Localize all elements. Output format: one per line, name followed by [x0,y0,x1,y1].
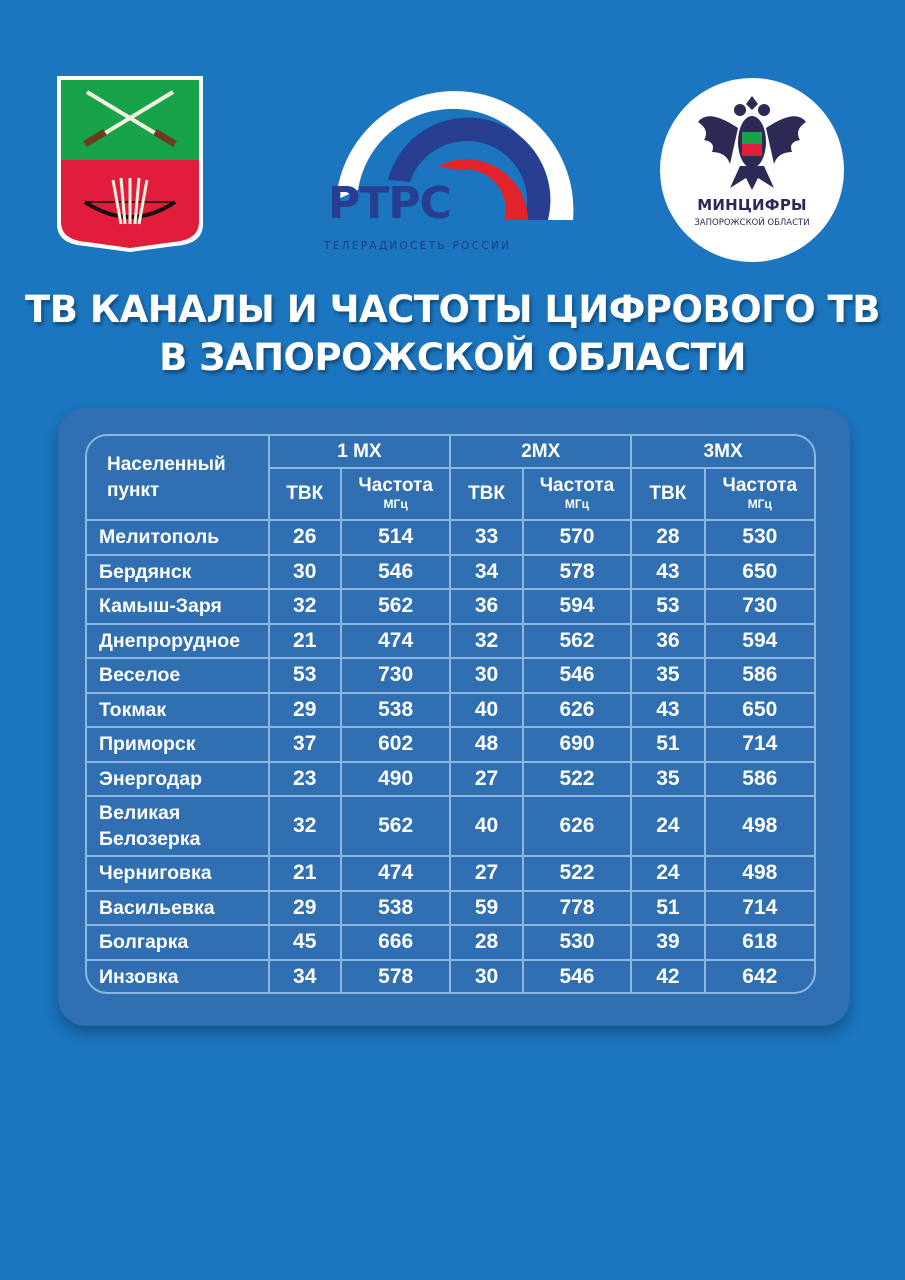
mux-3-tvk-cell: 51 [631,727,704,762]
mux-2-tvk-cell: 30 [450,658,522,693]
table-row [87,624,814,659]
mux-2-tvk-cell: 33 [450,520,522,555]
mux-3-frequency-cell: 650 [705,555,814,590]
mux-2-tvk-cell: 27 [450,762,522,797]
rtrs-logo-subtitle: ТЕЛЕРАДИОСЕТЬ РОССИИ [324,240,512,252]
place-cell: Днепрорудное [87,624,269,659]
mux-3-frequency-cell: 650 [705,693,814,728]
place-cell: Васильевка [87,891,269,926]
place-cell: Болгарка [87,925,269,960]
mux-3-tvk-cell: 43 [631,555,704,590]
mux-1-frequency-cell: 562 [341,589,450,624]
place-cell: Приморск [87,727,269,762]
mux-1-tvk-cell: 32 [269,589,341,624]
frequency-table [87,436,814,994]
mux-1-frequency-cell: 666 [341,925,450,960]
mux-2-frequency-cell: 546 [523,960,631,995]
mux-2-frequency-cell: 594 [523,589,631,624]
mux-3-frequency-cell: 642 [705,960,814,995]
table-row [87,796,814,856]
table-row [87,727,814,762]
mux-3-tvk-cell: 39 [631,925,704,960]
mux-2-tvk-cell: 40 [450,693,522,728]
mux-1-frequency-cell: 602 [341,727,450,762]
mux-1-frequency-cell: 474 [341,624,450,659]
place-column-header: Населенный пункт [87,436,269,520]
mux-3-tvk-cell: 24 [631,856,704,891]
mux-2-tvk-cell: 28 [450,925,522,960]
place-cell: Энергодар [87,762,269,797]
mux-1-tvk-cell: 32 [269,796,341,856]
frequency-header-unit: МГц [747,497,772,511]
table-row [87,762,814,797]
mux-3-frequency-cell: 498 [705,856,814,891]
table-row [87,693,814,728]
mux-3-header: 3МХ [631,436,814,468]
tvk-column-header: ТВК [631,468,704,520]
mux-2-frequency-cell: 570 [523,520,631,555]
mux-3-tvk-cell: 43 [631,693,704,728]
mux-3-tvk-cell: 36 [631,624,704,659]
mux-3-tvk-cell: 42 [631,960,704,995]
mux-1-tvk-cell: 53 [269,658,341,693]
mux-2-frequency-cell: 522 [523,762,631,797]
mux-3-frequency-cell: 586 [705,762,814,797]
mux-2-tvk-cell: 30 [450,960,522,995]
mux-1-tvk-cell: 29 [269,891,341,926]
place-cell: Бердянск [87,555,269,590]
mux-3-tvk-cell: 51 [631,891,704,926]
mux-2-frequency-cell: 578 [523,555,631,590]
mux-3-frequency-cell: 618 [705,925,814,960]
place-cell: Великая Белозерка [87,796,269,856]
mux-3-frequency-cell: 730 [705,589,814,624]
table-row [87,589,814,624]
mux-1-frequency-cell: 578 [341,960,450,995]
frequency-header-label: Частота [358,475,433,496]
mux-3-frequency-cell: 586 [705,658,814,693]
mux-2-tvk-cell: 48 [450,727,522,762]
mux-3-tvk-cell: 53 [631,589,704,624]
mux-1-tvk-cell: 21 [269,624,341,659]
mux-3-tvk-cell: 35 [631,658,704,693]
mux-3-frequency-cell: 530 [705,520,814,555]
mux-3-tvk-cell: 24 [631,796,704,856]
table-row [87,856,814,891]
frequency-column-header [523,468,631,520]
mux-1-frequency-cell: 538 [341,693,450,728]
mux-2-frequency-cell: 562 [523,624,631,659]
mux-1-frequency-cell: 546 [341,555,450,590]
mux-1-tvk-cell: 23 [269,762,341,797]
frequency-header-label: Частота [722,475,798,496]
mux-3-frequency-cell: 498 [705,796,814,856]
page-title [0,286,905,382]
table-row [87,891,814,926]
place-cell: Веселое [87,658,269,693]
ministry-logo-subtitle: ЗАПОРОЖСКОЙ ОБЛАСТИ [694,218,810,228]
mux-2-header: 2МХ [450,436,631,468]
mux-2-tvk-cell: 36 [450,589,522,624]
mux-1-frequency-cell: 538 [341,891,450,926]
mux-1-frequency-cell: 730 [341,658,450,693]
zaporozhye-coat-of-arms-logo [55,74,205,254]
table-row [87,520,814,555]
table-row [87,925,814,960]
mux-1-frequency-cell: 562 [341,796,450,856]
tvk-column-header: ТВК [450,468,522,520]
mux-2-frequency-cell: 522 [523,856,631,891]
mux-1-tvk-cell: 29 [269,693,341,728]
place-cell: Инзовка [87,960,269,995]
mux-2-frequency-cell: 626 [523,796,631,856]
frequency-column-header [705,468,814,520]
mux-2-tvk-cell: 34 [450,555,522,590]
mux-1-tvk-cell: 45 [269,925,341,960]
mux-1-header: 1 МХ [269,436,451,468]
place-cell: Черниговка [87,856,269,891]
table-row [87,658,814,693]
mux-1-tvk-cell: 34 [269,960,341,995]
mux-2-frequency-cell: 546 [523,658,631,693]
mux-1-tvk-cell: 26 [269,520,341,555]
mux-1-tvk-cell: 30 [269,555,341,590]
ministry-digital-logo [660,78,844,262]
mux-2-frequency-cell: 690 [523,727,631,762]
mux-2-frequency-cell: 778 [523,891,631,926]
mux-2-tvk-cell: 27 [450,856,522,891]
mux-1-tvk-cell: 21 [269,856,341,891]
mux-2-tvk-cell: 59 [450,891,522,926]
frequency-header-unit: МГц [564,497,590,511]
mux-3-frequency-cell: 714 [705,727,814,762]
place-cell: Камыш-Заря [87,589,269,624]
mux-1-frequency-cell: 474 [341,856,450,891]
frequency-header-unit: МГц [383,497,408,511]
rtrs-logo-text: РТРС [328,178,451,229]
page-title-line-2: В ЗАПОРОЖСКОЙ ОБЛАСТИ [159,336,746,379]
frequency-header-label: Частота [539,475,615,496]
place-cell: Токмак [87,693,269,728]
mux-2-frequency-cell: 626 [523,693,631,728]
page-title-line-1: ТВ КАНАЛЫ И ЧАСТОТЫ ЦИФРОВОГО ТВ [25,288,880,331]
rtrs-logo [318,70,583,265]
mux-2-frequency-cell: 530 [523,925,631,960]
table-row [87,960,814,995]
mux-1-frequency-cell: 490 [341,762,450,797]
mux-3-frequency-cell: 714 [705,891,814,926]
mux-3-frequency-cell: 594 [705,624,814,659]
mux-2-tvk-cell: 40 [450,796,522,856]
mux-3-tvk-cell: 28 [631,520,704,555]
ministry-logo-title: МИНЦИФРЫ [697,196,807,214]
mux-1-frequency-cell: 514 [341,520,450,555]
mux-3-tvk-cell: 35 [631,762,704,797]
frequency-column-header [341,468,450,520]
mux-1-tvk-cell: 37 [269,727,341,762]
tvk-column-header: ТВК [269,468,341,520]
place-cell: Мелитополь [87,520,269,555]
frequency-table-frame [85,434,816,994]
mux-2-tvk-cell: 32 [450,624,522,659]
table-row [87,555,814,590]
